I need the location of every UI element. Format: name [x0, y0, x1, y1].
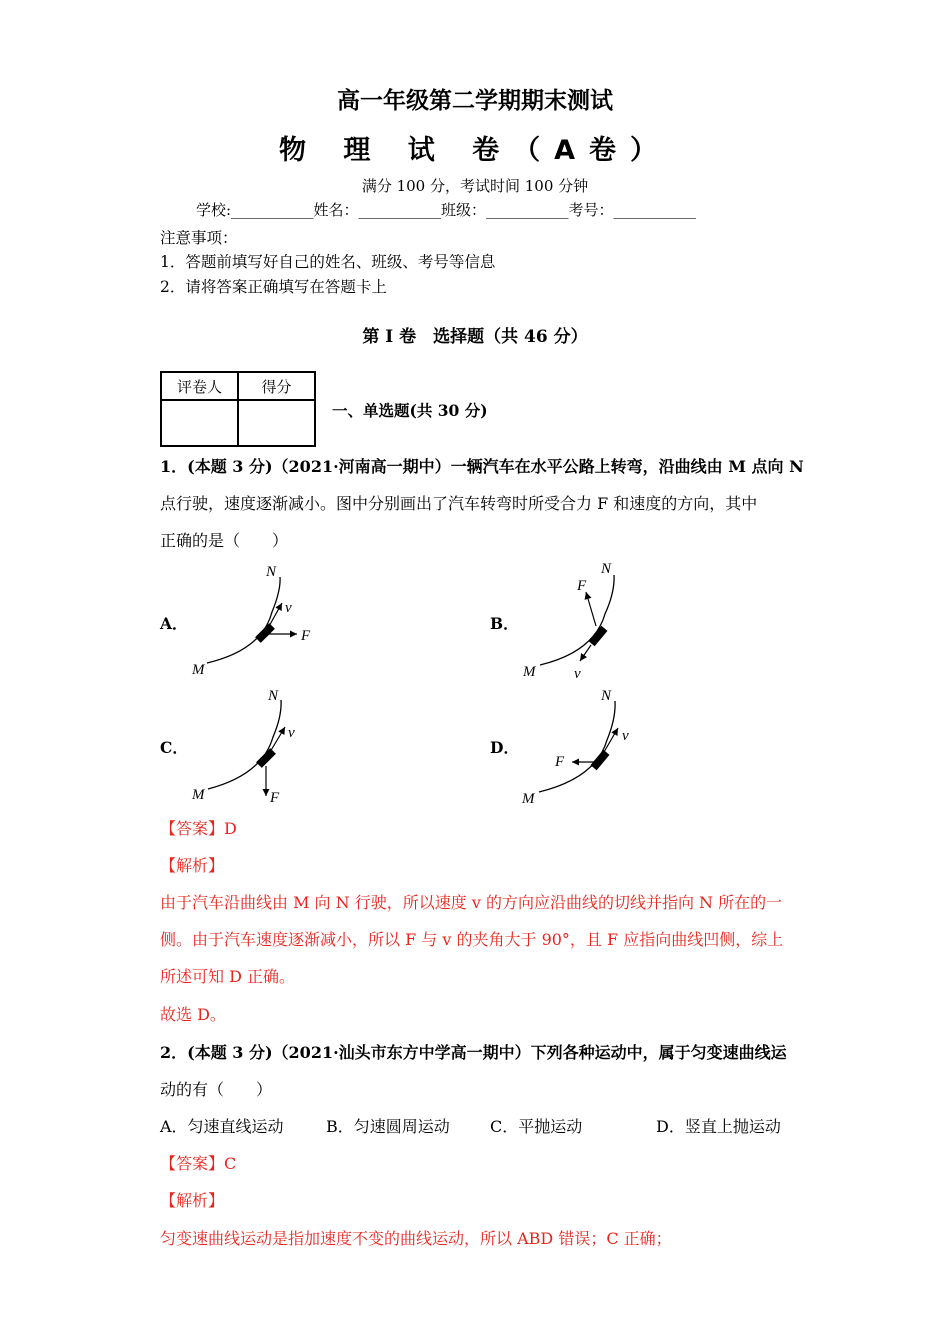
- q1-line-3: 正确的是（ ）: [160, 531, 289, 550]
- q1-analysis-label: 【解析】: [160, 856, 225, 875]
- diagram-b: [522, 561, 614, 682]
- q1-analysis-line-1: 由于汽车沿曲线由 M 向 N 行驶，所以速度 v 的方向应沿曲线的切线并指向 N 所在的一: [160, 893, 783, 912]
- student-info-fields: 学校:___________姓名：___________班级：___________考号：___________: [196, 201, 697, 219]
- q1-analysis-line-2: 侧。由于汽车速度逐渐减小，所以 F 与 v 的夹角大于 90°，且 F 应指向曲线凹侧，综上: [160, 930, 784, 949]
- label-f: F: [301, 628, 311, 644]
- label-n: N: [266, 564, 277, 580]
- q2-option-b: B．匀速圆周运动: [326, 1117, 450, 1136]
- q2-option-d: D．竖直上抛运动: [656, 1117, 781, 1136]
- label-v: v: [288, 725, 295, 741]
- label-n: N: [601, 561, 612, 577]
- q1-analysis-line-4: 故选 D。: [160, 1005, 226, 1024]
- diagram-c: [191, 688, 295, 806]
- label-f: F: [555, 754, 565, 770]
- section-title: 第 I 卷 选择题（共 46 分）: [362, 327, 588, 347]
- score-table-grader-header: 评卷人: [161, 372, 238, 400]
- notes-heading: 注意事项：: [160, 229, 238, 247]
- q2-option-a: A．匀速直线运动: [160, 1117, 284, 1136]
- label-v: v: [574, 666, 581, 682]
- label-m: M: [192, 787, 205, 803]
- q1-answer-value: D: [224, 819, 237, 838]
- note-item-2: 2．请将答案正确填写在答题卡上: [160, 278, 387, 296]
- q1-analysis-line-3: 所述可知 D 正确。: [160, 967, 296, 986]
- q2-analysis-label: 【解析】: [160, 1191, 225, 1210]
- q2-analysis-line-1: 匀变速曲线运动是指加速度不变的曲线运动，所以 ABD 错误；C 正确；: [160, 1229, 672, 1248]
- q2-line-1: 2．(本题 3 分)（2021·汕头市东方中学高一期中）下列各种运动中，属于匀变速曲线运: [160, 1043, 787, 1062]
- q1-option-a: A．: [160, 614, 188, 633]
- label-v: v: [285, 600, 292, 616]
- label-n: N: [601, 688, 612, 704]
- score-table-score-header: 得分: [238, 372, 315, 400]
- q2-answer: [160, 1145, 236, 1182]
- q1-option-c: C．: [160, 738, 188, 757]
- exam-info: 满分 100 分，考试时间 100 分钟: [361, 177, 589, 195]
- q1-line-1: 1．(本题 3 分)（2021·河南高一期中）一辆汽车在水平公路上转弯，沿曲线由 M 点向 N: [160, 457, 804, 476]
- q2-answer-label: 【答案】: [160, 1154, 225, 1173]
- diagram-d: [521, 688, 629, 807]
- note-item-1: 1．答题前填写好自己的姓名、班级、考号等信息: [160, 253, 496, 271]
- part-title: 一、单选题(共 30 分): [332, 401, 488, 420]
- q2-line-2: 动的有（ ）: [160, 1080, 273, 1099]
- label-f: F: [270, 790, 280, 806]
- exam-title: 高一年级第二学期期末测试: [337, 88, 613, 114]
- exam-subtitle: 物 理 试 卷（A卷）: [278, 135, 672, 166]
- diagram-a: [191, 564, 311, 678]
- q1-answer: [160, 810, 237, 847]
- label-f: F: [577, 578, 587, 594]
- label-m: M: [192, 662, 205, 678]
- label-n: N: [268, 688, 279, 704]
- label-m: M: [523, 664, 536, 680]
- q1-line-2: 点行驶，速度逐渐减小。图中分别画出了汽车转弯时所受合力 F 和速度的方向，其中: [160, 494, 758, 513]
- label-m: M: [522, 791, 535, 807]
- q1-option-d: D．: [490, 738, 519, 757]
- q1-answer-label: 【答案】: [160, 819, 225, 838]
- q2-answer-value: C: [224, 1154, 237, 1173]
- q2-option-c: C．平抛运动: [490, 1117, 583, 1136]
- label-v: v: [622, 728, 629, 744]
- q1-option-b: B．: [490, 614, 519, 633]
